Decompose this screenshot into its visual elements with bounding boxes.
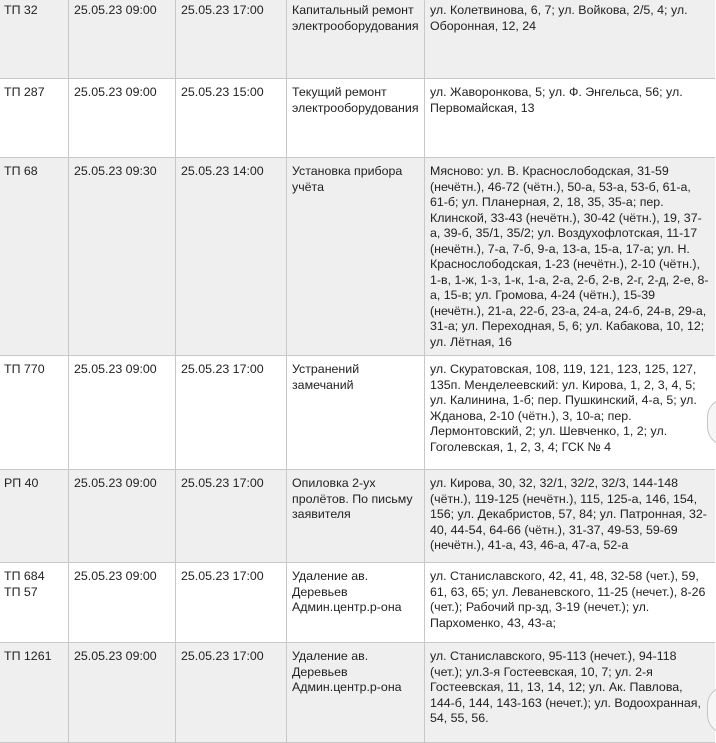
substation-cell: ТП 1261 [0,643,69,743]
substation-cell: ТП 684 ТП 57 [0,563,69,643]
addresses-cell: ул. Скуратовская, 108, 119, 121, 123, 125, 127, 135п. Менделеевский: ул. Кирова, 1, 2, 3, 4, 5; ул. Калинина, 1-б; пер. Пушкинский, 4-а, 5; ул. Жданова, 2-10 (чётн.), 3, 10-а; пер. Лермонтовский, 2; ул. Шевченко, 1, 2; ул. Гоголевская, 1, 2, 3, 4; ГСК № 4 [425,356,715,470]
addresses-cell: Мясново: ул. В. Краснослободская, 31-59 (нечётн.), 46-72 (чётн.), 50-а, 53-а, 53-б, 61-а, 61-б; ул. Планерная, 2, 18, 35, 35-а; пер. Клинской, 33-43 (нечётн.), 30-42 (чётн.), 19, 37-а, 39-б, 35/1, 35/2; ул. Воздухофлотская, 11-17 (нечётн.), 7-а, 7-б, 9-а, 13-а, 15-а, 17-а; ул. Н. Краснослободская, 1-23 (нечётн.), 2-10 (чётн.), 1-в, 1-ж, 1-з, 1-к, 1-а, 2-а, 2-б, 2-в, 2-г, 2-д, 2-е, 8-а, 15-в; ул. Громова, 4-24 (чётн.), 15-39 (нечётн.), 21-а, 22-б, 23-а, 24-а, 24-б, 24-в, 29-а, 31-а; ул. Переходная, 5, 6; ул. Кабакова, 10, 12; ул. Лётная, 16 [425,158,715,356]
start-time-cell: 25.05.23 09:00 [69,0,176,79]
start-time-cell: 25.05.23 09:00 [69,356,176,470]
substation-cell: РП 40 [0,470,69,563]
end-time-cell: 25.05.23 17:00 [176,0,287,79]
end-time-cell: 25.05.23 14:00 [176,158,287,356]
table-row [0,158,715,356]
substation-cell: ТП 68 [0,158,69,356]
substation-cell: ТП 32 [0,0,69,79]
end-time-cell: 25.05.23 17:00 [176,356,287,470]
substation-cell: ТП 770 [0,356,69,470]
end-time-cell: 25.05.23 17:00 [176,563,287,643]
end-time-cell: 25.05.23 17:00 [176,643,287,743]
table-row [0,356,715,470]
start-time-cell: 25.05.23 09:00 [69,643,176,743]
addresses-cell: ул. Кирова, 30, 32, 32/1, 32/2, 32/3, 144-148 (чётн.), 119-125 (нечётн.), 115, 125-а, 146, 154, 156; ул. Декабристов, 57, 84; ул. Патронная, 32-40, 44-54, 64-66 (чётн.), 31-37, 49-53, 59-69 (нечётн.), 41-а, 43, 46-а, 47-а, 52-а [425,470,715,563]
addresses-cell: ул. Жаворонкова, 5; ул. Ф. Энгельса, 56; ул. Первомайская, 13 [425,79,715,158]
work-type-cell: Опиловка 2-ух пролётов. По письму заявителя [287,470,425,563]
start-time-cell: 25.05.23 09:00 [69,79,176,158]
work-type-cell: Капитальный ремонт электрооборудования [287,0,425,79]
start-time-cell: 25.05.23 09:00 [69,563,176,643]
addresses-cell: ул. Станиславского, 95-113 (нечет.), 94-118 (чет.); ул.3-я Гостеевская, 10, 7; ул. 2-я Гостеевская, 11, 13, 14, 12; ул. Ак. Павлова, 144-б, 144, 143-163 (нечет.); ул. Водоохранная, 54, 55, 56. [425,643,715,743]
work-type-cell: Удаление ав. Деревьев Админ.центр.р-она [287,563,425,643]
end-time-cell: 25.05.23 15:00 [176,79,287,158]
start-time-cell: 25.05.23 09:00 [69,470,176,563]
table-row [0,563,715,643]
table-row [0,470,715,563]
table-row [0,0,715,79]
work-type-cell: Удаление ав. Деревьев Админ.центр.р-она [287,643,425,743]
work-type-cell: Установка прибора учёта [287,158,425,356]
work-type-cell: Текущий ремонт электрооборудования [287,79,425,158]
addresses-cell: ул. Колетвинова, 6, 7; ул. Войкова, 2/5, 4; ул. Оборонная, 12, 24 [425,0,715,79]
work-type-cell: Устранений замечаний [287,356,425,470]
table-row [0,643,715,743]
start-time-cell: 25.05.23 09:30 [69,158,176,356]
substation-cell: ТП 287 [0,79,69,158]
end-time-cell: 25.05.23 17:00 [176,470,287,563]
table-row [0,79,715,158]
addresses-cell: ул. Станиславского, 42, 41, 48, 32-58 (чет.), 59, 61, 63, 65; ул. Леваневского, 11-25 (нечет.), 8-26 (чет.); Рабочий пр-зд, 3-19 (нечет.); ул. Пархоменко, 43, 43-а; [425,563,715,643]
